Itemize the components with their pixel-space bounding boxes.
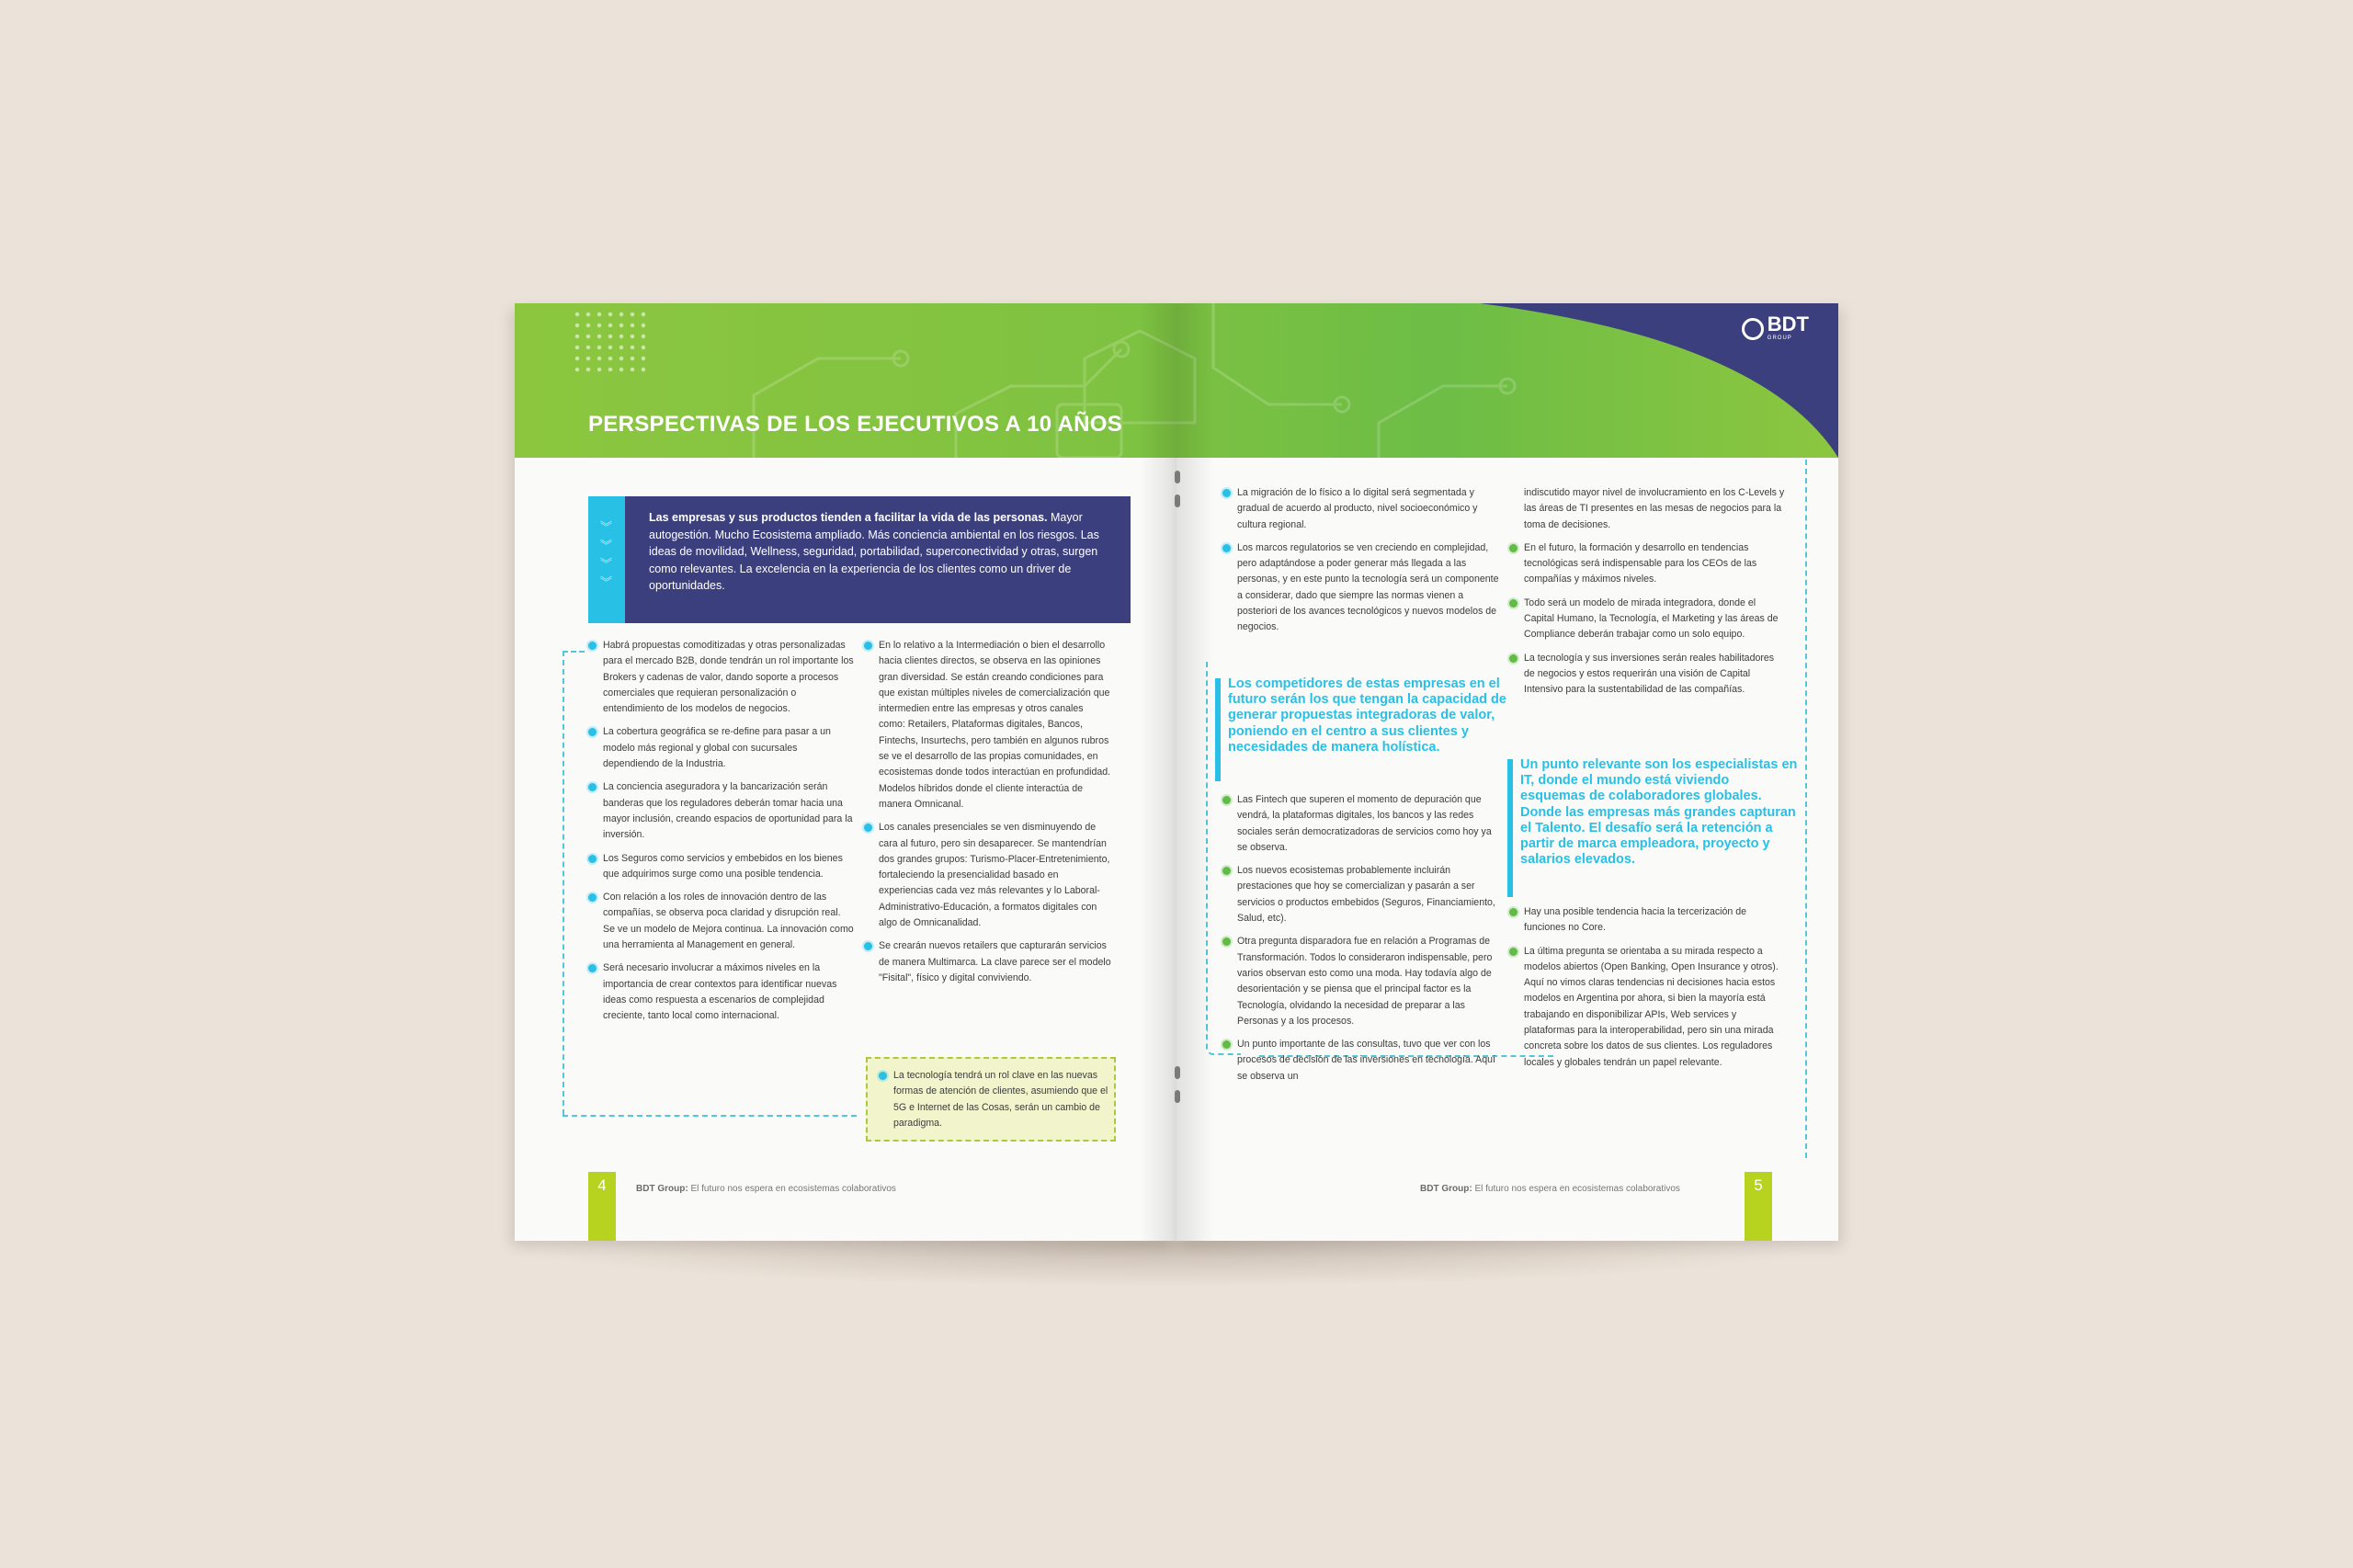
bullet-icon	[1222, 937, 1231, 946]
callout-text	[649, 509, 1121, 595]
list-item: Un punto importante de las consultas, tuvo que ver con los procesos de decisión de las inversiones en tecnología. Aquí se observa un	[1222, 1037, 1500, 1085]
pull-quote-bar	[1507, 759, 1513, 897]
callout-body: Mayor autogestión. Mucho Ecosistema ampliado. Más conciencia ambiental en los riesgos. Las ideas de movilidad, Wellness, seguridad, portabilidad, superconectividad y otras, surgen como relevantes. La excelencia en la experiencia de los clientes como un driver de oportunidades.	[649, 511, 1099, 592]
bullet-icon	[588, 783, 597, 791]
bullet-icon	[588, 855, 597, 863]
bullet-icon	[1509, 544, 1518, 552]
footer-tagline: El futuro nos espera en ecosistemas colaborativos	[1474, 1184, 1680, 1194]
bullet-icon	[1222, 544, 1231, 552]
pull-quote-1: Los competidores de estas empresas en el futuro serán los que tengan la capacidad de generar propuestas integradoras de valor, poniendo en el centro a sus clientes y necesidades de manera holística.	[1215, 676, 1509, 756]
list-item: Se crearán nuevos retailers que capturarán servicios de manera Multimarca. La clave parece ser el modelo "Fisital", físico y digital conviviendo.	[864, 938, 1112, 986]
brochure-spread	[515, 303, 1838, 1241]
list-item: Será necesario involucrar a máximos niveles en la importancia de crear contextos para identificar nuevas ideas como respuesta a escenarios de complejidad creciente, tanto local como internacional.	[588, 960, 855, 1024]
right-column-2-bottom	[1509, 904, 1785, 1071]
bullet-icon	[588, 964, 597, 972]
bullet-icon	[864, 642, 872, 650]
bullet-icon	[588, 642, 597, 650]
logo-text: BDT	[1767, 312, 1809, 335]
list-item: Los Seguros como servicios y embebidos en los bienes que adquirimos surge como una posible tendencia.	[588, 851, 855, 883]
list-item: En el futuro, la formación y desarrollo en tendencias tecnológicas será indispensable para los CEOs de las compañías y máximos niveles.	[1509, 540, 1785, 588]
left-column-1	[588, 638, 855, 1032]
paragraph: indiscutido mayor nivel de involucramiento en los C-Levels y las áreas de TI presentes en las mesas de negocios para la toma de decisiones.	[1524, 487, 1785, 530]
logo-ring-icon	[1742, 318, 1764, 340]
bullet-icon	[1222, 796, 1231, 804]
binder-ring	[1175, 1066, 1180, 1079]
intro-callout	[588, 496, 1131, 623]
list-item: Hay una posible tendencia hacia la tercerización de funciones no Core.	[1509, 904, 1785, 937]
header-banner	[515, 303, 1838, 458]
list-item: La conciencia aseguradora y la bancarización serán banderas que los reguladores deberán tomar hacia una mayor inclusión, creando espacios de oportunidad para la inversión.	[588, 779, 855, 843]
callout-lead: Las empresas y sus productos tienden a facilitar la vida de las personas.	[649, 511, 1048, 524]
callout-accent-strip	[588, 496, 625, 623]
bullet-icon	[1509, 948, 1518, 956]
binder-ring	[1175, 471, 1180, 483]
left-column-2	[864, 638, 1112, 994]
bullet-icon	[1509, 654, 1518, 663]
list-item: La tecnología y sus inversiones serán reales habilitadores de negocios y estos requerirán una visión de Capital Intensivo para la sustentabilidad de las compañías.	[1509, 651, 1785, 699]
bullet-icon	[864, 942, 872, 950]
dashed-guide	[1805, 460, 1807, 1158]
page-number-left: 4	[588, 1172, 616, 1241]
footer-left	[636, 1184, 896, 1194]
dashed-guide	[563, 1115, 857, 1117]
list-item: La última pregunta se orientaba a su mirada respecto a modelos abiertos (Open Banking, Open Insurance y otros).	[1509, 944, 1785, 976]
list-item: La cobertura geográfica se re-define para pasar a un modelo más regional y global con sucursales dependiendo de la Industria.	[588, 724, 855, 772]
list-item: Con relación a los roles de innovación dentro de las compañías, se observa poca claridad y disrupción real. Se ve un modelo de Mejora continua. La innovación como una herramienta al Management en general.	[588, 890, 855, 953]
right-column-2	[1509, 485, 1785, 706]
list-item: Las Fintech que superen el momento de depuración que vendrá, la plataformas digitales, los bancos y las redes sociales serán democratizadoras de servicios como hoy ya se observa.	[1222, 792, 1500, 856]
footer-right	[1420, 1184, 1680, 1194]
bullet-icon	[1222, 489, 1231, 497]
paragraph: Aquí no vimos claras tendencias ni decisiones hacia estos modelos en Argentina por ahora, si bien la mayoría está trabajando en disponibilizar APIs, Web services y plataformas para la interoperabilidad, pero sin una mirada concreta sobre los datos de sus clientes. Los reguladores locales y globales tendrán un papel relevante.	[1524, 977, 1776, 1068]
footer-brand: BDT Group:	[1420, 1184, 1472, 1194]
bullet-icon	[879, 1072, 887, 1080]
bullet-icon	[864, 824, 872, 832]
right-column-1-bottom	[1222, 792, 1500, 1092]
chevron-down-icon: ︾	[600, 520, 613, 534]
bullet-icon	[588, 893, 597, 902]
list-item: Habrá propuestas comoditizadas y otras personalizadas para el mercado B2B, donde tendrán un rol importante los Brokers y cadenas de valor, dando soporte a procesos comerciales que requieran personalización o entendimiento de los modelos de negocios.	[588, 638, 855, 717]
list-item: Los marcos regulatorios se ven creciendo en complejidad, pero adaptándose a poder generar más llegada a las personas, y en este punto la tecnología será un componente a considerar, dado que siempre las normas vienen a posteriori de los avances tecnológicos y nuevos modelos de negocios.	[1222, 540, 1500, 636]
chevron-down-icon: ︾	[600, 575, 613, 589]
bdt-logo	[1742, 312, 1809, 341]
list-item: Los nuevos ecosistemas probablemente incluirán prestaciones que hoy se comercializan y pasarán a ser servicios o productos embebidos (Seguros, Financiamiento, Salud, etc).	[1222, 863, 1500, 926]
chevron-down-icon: ︾	[600, 557, 613, 571]
bullet-icon	[1509, 908, 1518, 916]
footer-brand: BDT Group:	[636, 1184, 688, 1194]
dashed-guide	[563, 651, 564, 1115]
list-item: Otra pregunta disparadora fue en relación a Programas de Transformación. Todos lo consideraron indispensable, pero varios observan esto como una moda. Hay todavía algo de desorientación y se piensa que el principal factor es la Tecnología, olvidando la necesidad de preparar a las Personas y a los procesos.	[1222, 934, 1500, 1029]
list-item: La tecnología tendrá un rol clave en las nuevas formas de atención de clientes, asumiendo que el 5G e Internet de las Cosas, serán un cambio de paradigma.	[879, 1068, 1108, 1131]
right-column-1	[1222, 485, 1500, 643]
bullet-icon	[588, 728, 597, 736]
page-number-right: 5	[1745, 1172, 1772, 1241]
list-item: La migración de lo físico a lo digital será segmentada y gradual de acuerdo al producto, nivel socioeconómico y cultura regional.	[1222, 485, 1500, 533]
footer-tagline: El futuro nos espera en ecosistemas colaborativos	[690, 1184, 896, 1194]
dashed-guide	[1206, 662, 1208, 1029]
highlight-text	[879, 1068, 1108, 1139]
dashed-guide	[563, 651, 585, 653]
bullet-icon	[1222, 867, 1231, 875]
chevron-down-icon: ︾	[600, 539, 613, 552]
logo-subtext: GROUP	[1767, 335, 1792, 341]
list-item: Los canales presenciales se ven disminuyendo de cara al futuro, pero sin desaparecer. Se mantendrían dos grandes grupos: Turismo-Placer-Entretenimiento, fortaleciendo la presencialidad basado en experiencias cada vez más relevantes y lo Laboral-Administrativo-Educación, a formatos digitales con algo de Omnicanalidad.	[864, 820, 1112, 931]
page-title: PERSPECTIVAS DE LOS EJECUTIVOS A 10 AÑOS	[588, 412, 1123, 437]
list-item: En lo relativo a la Intermediación o bien el desarrollo hacia clientes directos, se observa en las opiniones gran diversidad. Se están creando condiciones para que existan múltiples niveles de comercialización que intermedien entre las empresas y otros canales como: Retailers, Plataformas digitales, Bancos, Fintechs, Insurtechs, pero también en algunos rubros se ve el desarrollo de las propias comunidades, en ecosistemas donde todos interactúan en profundidad. Modelos híbridos donde el cliente interactúa de manera Omnicanal.	[864, 638, 1112, 812]
pull-quote-2: Un punto relevante son los especialistas en IT, donde el mundo está viviendo esquemas de colaboradores globales. Donde las empresas más grandes capturan el Talento. El desafío será la retención a partir de marca empleadora, proyecto y salarios elevados.	[1507, 757, 1798, 868]
dot-grid-decoration	[572, 309, 645, 373]
binder-ring	[1175, 494, 1180, 507]
binder-ring	[1175, 1090, 1180, 1103]
list-item: Todo será un modelo de mirada integradora, donde el Capital Humano, la Tecnología, el Marketing y las áreas de Compliance deberán trabajar como un solo equipo.	[1509, 596, 1785, 643]
bullet-icon	[1222, 1040, 1231, 1049]
bullet-icon	[1509, 599, 1518, 608]
pull-quote-bar	[1215, 678, 1221, 781]
